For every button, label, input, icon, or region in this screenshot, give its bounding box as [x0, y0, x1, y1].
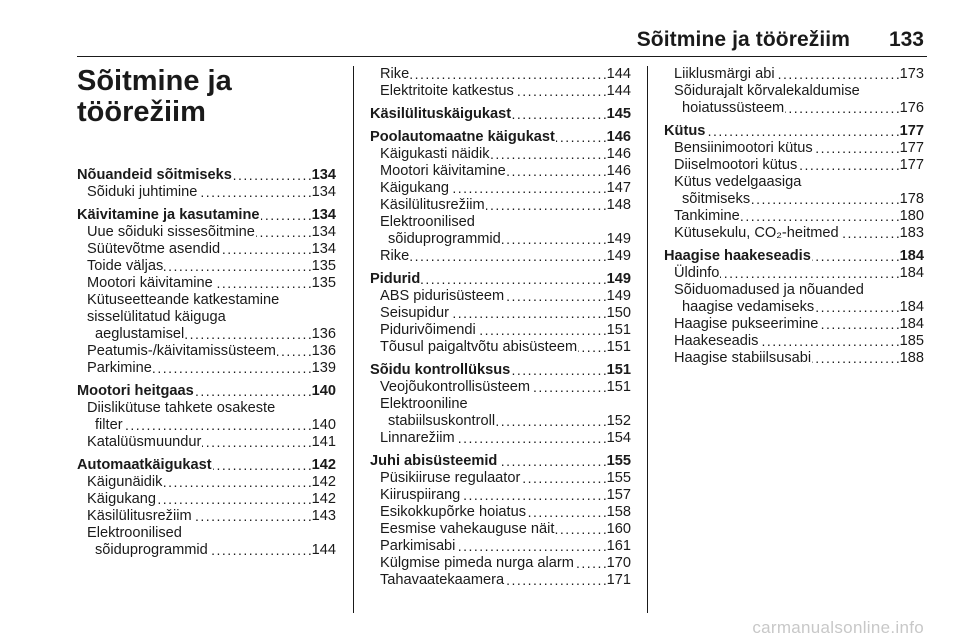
- toc-entry-text: Kütuseetteande katkestamine: [87, 292, 280, 308]
- toc-leader-dots: [496, 413, 606, 430]
- toc-entry-label: Sõiduki juhtimine: [87, 184, 198, 200]
- toc-entry[interactable]: [370, 180, 631, 197]
- toc-page-number: 151: [606, 379, 631, 395]
- toc-entry[interactable]: [370, 572, 631, 589]
- chapter-title-line-2: töörežiim: [77, 96, 206, 128]
- toc-leader-dots: [277, 343, 311, 360]
- toc-entry[interactable]: [370, 555, 631, 572]
- toc-entry-label: Veojõukontrollisüsteem: [380, 379, 531, 395]
- toc-entry-label: haagise vedamiseks: [682, 299, 815, 315]
- toc-section-entry[interactable]: [664, 123, 924, 140]
- toc-entry-text: Elektrooniline: [380, 396, 468, 412]
- toc-page-number: 177: [899, 123, 924, 139]
- toc-entry-label: Eesmise vahekauguse näit: [380, 521, 555, 537]
- toc-entry-label: sõiduprogrammid: [95, 542, 208, 558]
- page-header: [0, 0, 960, 60]
- chapter-title: [77, 66, 336, 128]
- toc-leader-dots: [515, 83, 606, 100]
- toc-leader-dots: [164, 258, 310, 275]
- toc-leader-dots: [578, 339, 606, 356]
- toc-entry-label: Peatumis-/käivitamissüsteem: [87, 343, 276, 359]
- toc-leader-dots: [410, 248, 605, 265]
- toc-entry-label: Parkimisabi: [380, 538, 456, 554]
- toc-page-number: 135: [311, 275, 336, 291]
- toc-section-entry[interactable]: [77, 383, 336, 400]
- toc-entry[interactable]: [77, 343, 336, 360]
- column-divider-2: [647, 66, 648, 613]
- toc-entry[interactable]: [77, 360, 336, 377]
- toc-entry[interactable]: [370, 413, 631, 430]
- toc-page-number: 149: [606, 271, 631, 287]
- toc-entry-label: Mootori käivitamine: [380, 163, 506, 179]
- toc-entry[interactable]: [77, 417, 336, 434]
- toc-leader-dots: [741, 208, 899, 225]
- toc-entry-label: Üldinfo: [674, 265, 720, 281]
- toc-entry-label: Liiklusmärgi abi: [674, 66, 775, 82]
- toc-entry-label: stabiilsuskontroll: [388, 413, 496, 429]
- toc-leader-dots: [185, 326, 310, 343]
- toc-entry-label: sõiduprogrammid: [388, 231, 501, 247]
- watermark: carmanualsonline.info: [752, 618, 924, 637]
- toc-section-entry[interactable]: [77, 167, 336, 184]
- toc-page-number: 134: [311, 184, 336, 200]
- toc-leader-dots: [233, 167, 311, 184]
- toc-entry[interactable]: [77, 491, 336, 508]
- toc-entry-label: Haakeseadis: [674, 333, 759, 349]
- toc-entry[interactable]: [370, 197, 631, 214]
- toc-entry-label: Pidurivõimendi: [380, 322, 476, 338]
- toc-leader-dots: [450, 305, 606, 322]
- toc-entry[interactable]: [370, 379, 631, 396]
- toc-entry-label: hoiatussüsteem: [682, 100, 785, 116]
- toc-entry-label: Külgmise pimeda nurga alarm: [380, 555, 574, 571]
- toc-entry-label: Tõusul paigaltvõtu abisüsteem: [380, 339, 578, 355]
- toc-entry[interactable]: [370, 538, 631, 555]
- toc-entry-label: Käivitamine ja kasutamine: [77, 207, 260, 223]
- toc-entry-label: ABS pidurisüsteem: [380, 288, 505, 304]
- toc-page-number: 146: [606, 163, 631, 179]
- toc-leader-dots: [511, 362, 605, 379]
- toc-entry-text: Elektroonilised: [380, 214, 475, 230]
- toc-page-number: 155: [606, 453, 631, 469]
- toc-leader-dots: [195, 383, 311, 400]
- toc-leader-dots: [556, 129, 606, 146]
- toc-entry[interactable]: [370, 430, 631, 447]
- toc-entry[interactable]: [370, 66, 631, 83]
- toc-page-number: 183: [899, 225, 924, 241]
- toc-page-number: 147: [606, 180, 631, 196]
- toc-leader-dots: [706, 123, 898, 140]
- toc-entry-text: Sõiduomadused ja nõuanded: [674, 282, 864, 298]
- toc-leader-dots: [193, 508, 311, 525]
- toc-entry[interactable]: [370, 248, 631, 265]
- toc-page-number: 134: [311, 241, 336, 257]
- toc-section-entry[interactable]: [370, 129, 631, 146]
- toc-page-number: 171: [606, 572, 631, 588]
- toc-section-entry[interactable]: [77, 457, 336, 474]
- toc-entry[interactable]: [664, 157, 924, 174]
- toc-page-number: 149: [606, 231, 631, 247]
- toc-page-number: 176: [899, 100, 924, 116]
- toc-entry-label: Käigukang: [87, 491, 156, 507]
- toc-entry-label: Katalüüsmuundur: [87, 434, 202, 450]
- toc-page-number: 178: [899, 191, 924, 207]
- toc-entry-label: Tankimine: [674, 208, 740, 224]
- toc-entry-label: Esikokkupõrke hoiatus: [380, 504, 527, 520]
- toc-entry[interactable]: [664, 140, 924, 157]
- toc-page-number: 184: [899, 299, 924, 315]
- toc-section-entry[interactable]: [370, 362, 631, 379]
- toc-entry[interactable]: [370, 470, 631, 487]
- toc-leader-dots: [456, 430, 606, 447]
- toc-leader-dots: [461, 487, 605, 504]
- toc-leader-dots: [202, 434, 310, 451]
- toc-section-entry[interactable]: [370, 271, 631, 288]
- toc-leader-dots: [527, 504, 606, 521]
- toc-leader-dots: [153, 360, 311, 377]
- toc-entry[interactable]: [370, 305, 631, 322]
- toc-entry-label: Käigukang: [380, 180, 449, 196]
- toc-entry-text: Elektroonilised: [87, 525, 182, 541]
- toc-entry[interactable]: [664, 316, 924, 333]
- toc-entry[interactable]: [77, 542, 336, 559]
- toc-leader-dots: [840, 225, 899, 242]
- toc-entry[interactable]: [77, 241, 336, 258]
- toc-entry-label: Linnarežiim: [380, 430, 455, 446]
- toc-entry-label: Süütevõtme asendid: [87, 241, 221, 257]
- toc-entry-label: Mootori heitgaas: [77, 383, 194, 399]
- toc-entry-label: Haagise haakeseadis: [664, 248, 811, 264]
- toc-page-number: 136: [311, 343, 336, 359]
- toc-leader-dots: [720, 265, 898, 282]
- toc-entry[interactable]: [664, 208, 924, 225]
- toc-entry-text: Sõidurajalt kõrvalekaldumise: [674, 83, 860, 99]
- toc-entry-label: Rike: [380, 248, 410, 264]
- toc-leader-dots: [521, 470, 605, 487]
- toc-leader-dots: [751, 191, 899, 208]
- toc-entry-label: Kütus: [664, 123, 706, 139]
- toc-leader-dots: [785, 100, 898, 117]
- toc-entry[interactable]: [664, 299, 924, 316]
- toc-leader-dots: [421, 271, 605, 288]
- toc-leader-dots: [505, 288, 606, 305]
- toc-entry[interactable]: [370, 163, 631, 180]
- toc-leader-dots: [456, 538, 605, 555]
- toc-leader-dots: [505, 572, 606, 589]
- toc-leader-dots: [209, 542, 311, 559]
- toc-page-number: 142: [311, 491, 336, 507]
- toc-page-number: 135: [311, 258, 336, 274]
- toc-leader-dots: [814, 140, 899, 157]
- toc-entry[interactable]: [370, 487, 631, 504]
- toc-leader-dots: [163, 474, 310, 491]
- toc-page-number: 140: [311, 417, 336, 433]
- toc-page-number: 141: [311, 434, 336, 450]
- toc-entry-label: Poolautomaatne käigukast: [370, 129, 555, 145]
- toc-page-number: 188: [899, 350, 924, 366]
- toc-page-number: 146: [606, 146, 631, 162]
- toc-entry-label: Haagise pukseerimine: [674, 316, 819, 332]
- toc-column-2: [370, 66, 631, 589]
- toc-leader-dots: [507, 163, 606, 180]
- toc-page-number: 142: [311, 474, 336, 490]
- toc-entry[interactable]: [664, 100, 924, 117]
- running-title: Sõitmine ja töörežiim: [636, 28, 850, 51]
- toc-leader-dots: [512, 106, 606, 123]
- toc-entry-label: Diiselmootori kütus: [674, 157, 798, 173]
- toc-entry-label: Bensiinimootori kütus: [674, 140, 813, 156]
- toc-page-number: 134: [311, 167, 336, 183]
- toc-page-number: 149: [606, 248, 631, 264]
- toc-entry[interactable]: [77, 275, 336, 292]
- toc-leader-dots: [124, 417, 311, 434]
- toc-entry[interactable]: [370, 322, 631, 339]
- toc-entry-label: Sõidu kontrollüksus: [370, 362, 511, 378]
- toc-entry-label: sõitmiseks: [682, 191, 751, 207]
- toc-page-number: 151: [606, 322, 631, 338]
- toc-entry-label: filter: [95, 417, 123, 433]
- toc-entry-label: Juhi abisüsteemid: [370, 453, 498, 469]
- toc-entry-label: Tahavaatekaamera: [380, 572, 505, 588]
- toc-entry-label: Uue sõiduki sissesõitmine: [87, 224, 255, 240]
- toc-section-entry[interactable]: [370, 106, 631, 123]
- toc-leader-dots: [531, 379, 606, 396]
- toc-list-3: [664, 66, 924, 367]
- toc-list-1: [77, 167, 336, 559]
- toc-entry[interactable]: [370, 521, 631, 538]
- toc-section-entry[interactable]: [370, 453, 631, 470]
- toc-page-number: 146: [606, 129, 631, 145]
- column-divider-1: [353, 66, 354, 613]
- toc-entry[interactable]: [370, 504, 631, 521]
- toc-page-number: 170: [606, 555, 631, 571]
- toc-leader-dots: [502, 231, 606, 248]
- toc-entry-label: Kiiruspiirang: [380, 487, 461, 503]
- toc-page-number: 144: [606, 83, 631, 99]
- toc-entry-label: Automaatkäigukast: [77, 457, 212, 473]
- toc-entry-label: aeglustamisel: [95, 326, 185, 342]
- toc-page-number: 150: [606, 305, 631, 321]
- toc-page-number: 148: [606, 197, 631, 213]
- header-divider: [77, 56, 927, 57]
- toc-section-entry[interactable]: [664, 248, 924, 265]
- toc-entry-label: Käigukasti näidik: [380, 146, 490, 162]
- toc-page-number: 151: [606, 339, 631, 355]
- toc-entry[interactable]: [77, 434, 336, 451]
- toc-entry-label: Parkimine: [87, 360, 152, 376]
- toc-entry[interactable]: [77, 474, 336, 491]
- toc-leader-dots: [776, 66, 899, 83]
- toc-entry-text: Diislikütuse tahkete osakeste: [87, 400, 276, 416]
- toc-entry-label: Rike: [380, 66, 410, 82]
- toc-entry-label: Toide väljas: [87, 258, 164, 274]
- toc-entry[interactable]: [77, 508, 336, 525]
- toc-leader-dots: [198, 184, 310, 201]
- toc-entry[interactable]: [77, 258, 336, 275]
- toc-page-number: 144: [311, 542, 336, 558]
- toc-page-number: 143: [311, 508, 336, 524]
- toc-leader-dots: [477, 322, 606, 339]
- toc-page-number: 149: [606, 288, 631, 304]
- toc-page-number: 173: [899, 66, 924, 82]
- toc-entry-label: Seisupidur: [380, 305, 449, 321]
- toc-leader-dots: [812, 350, 899, 367]
- toc-entry-text: Kütus vedelgaasiga: [674, 174, 802, 190]
- toc-page-number: 136: [311, 326, 336, 342]
- toc-entry-label: Käsilülituskäigukast: [370, 106, 512, 122]
- toc-page-number: 134: [311, 207, 336, 223]
- toc-leader-dots: [498, 453, 605, 470]
- toc-entry[interactable]: [370, 231, 631, 248]
- toc-leader-dots: [812, 248, 899, 265]
- toc-page-number: 139: [311, 360, 336, 376]
- toc-entry-label: Mootori käivitamine: [87, 275, 213, 291]
- toc-entry[interactable]: [370, 288, 631, 305]
- toc-entry[interactable]: [664, 225, 924, 242]
- toc-page-number: 145: [606, 106, 631, 122]
- toc-leader-dots: [798, 157, 898, 174]
- toc-leader-dots: [157, 491, 311, 508]
- toc-column-1: [77, 66, 336, 559]
- toc-entry-label: Elektritoite katkestus: [380, 83, 514, 99]
- toc-leader-dots: [410, 66, 605, 83]
- toc-leader-dots: [450, 180, 606, 197]
- toc-leader-dots: [491, 146, 606, 163]
- toc-page-number: 134: [311, 224, 336, 240]
- toc-page-number: 152: [606, 413, 631, 429]
- toc-entry[interactable]: [664, 66, 924, 83]
- toc-page-number: 140: [311, 383, 336, 399]
- toc-leader-dots: [213, 457, 311, 474]
- toc-page-number: 144: [606, 66, 631, 82]
- toc-entry-label: Haagise stabiilsusabi: [674, 350, 812, 366]
- toc-leader-dots: [221, 241, 311, 258]
- toc-entry[interactable]: [664, 191, 924, 208]
- toc-page-number: 184: [899, 248, 924, 264]
- toc-entry-label: Käsilülitusrežiim: [380, 197, 485, 213]
- toc-page-number: 184: [899, 265, 924, 281]
- toc-column-3: [664, 66, 924, 367]
- toc-leader-dots: [261, 207, 311, 224]
- toc-page-number: 158: [606, 504, 631, 520]
- toc-entry-text: sisselülitatud käiguga: [87, 309, 226, 325]
- toc-leader-dots: [256, 224, 311, 241]
- toc-entry-label: Käigunäidik: [87, 474, 163, 490]
- toc-entry[interactable]: [370, 339, 631, 356]
- toc-entry[interactable]: [370, 83, 631, 100]
- toc-list-2: [370, 66, 631, 589]
- toc-entry-label: Käsilülitusrežiim: [87, 508, 192, 524]
- chapter-title-line-1: Sõitmine ja: [77, 65, 232, 97]
- toc-entry[interactable]: [664, 265, 924, 282]
- toc-entry-label: Nõuandeid sõitmiseks: [77, 167, 232, 183]
- toc-entry[interactable]: [370, 146, 631, 163]
- page-number: 133: [888, 28, 924, 51]
- toc-entry[interactable]: [77, 184, 336, 201]
- toc-page-number: 160: [606, 521, 631, 537]
- toc-leader-dots: [214, 275, 311, 292]
- toc-page-number: 142: [311, 457, 336, 473]
- toc-entry[interactable]: [664, 333, 924, 350]
- toc-page-number: 157: [606, 487, 631, 503]
- toc-entry-label: Püsikiiruse regulaator: [380, 470, 521, 486]
- toc-page-number: 161: [606, 538, 631, 554]
- toc-page-number: 185: [899, 333, 924, 349]
- toc-entry-label: Kütusekulu, CO₂-heitmed: [674, 225, 839, 241]
- toc-page-number: 177: [899, 140, 924, 156]
- toc-leader-dots: [555, 521, 605, 538]
- toc-page-number: 177: [899, 157, 924, 173]
- toc-page-number: 151: [606, 362, 631, 378]
- toc-leader-dots: [575, 555, 606, 572]
- toc-page-number: 154: [606, 430, 631, 446]
- toc-leader-dots: [486, 197, 606, 214]
- toc-page-number: 180: [899, 208, 924, 224]
- toc-entry[interactable]: [77, 326, 336, 343]
- toc-page-number: 184: [899, 316, 924, 332]
- toc-entry-label: Pidurid: [370, 271, 421, 287]
- toc-leader-dots: [759, 333, 898, 350]
- toc-leader-dots: [815, 299, 898, 316]
- toc-leader-dots: [819, 316, 898, 333]
- toc-entry[interactable]: [664, 350, 924, 367]
- toc-section-entry[interactable]: [77, 207, 336, 224]
- toc-page-number: 155: [606, 470, 631, 486]
- toc-entry[interactable]: [77, 224, 336, 241]
